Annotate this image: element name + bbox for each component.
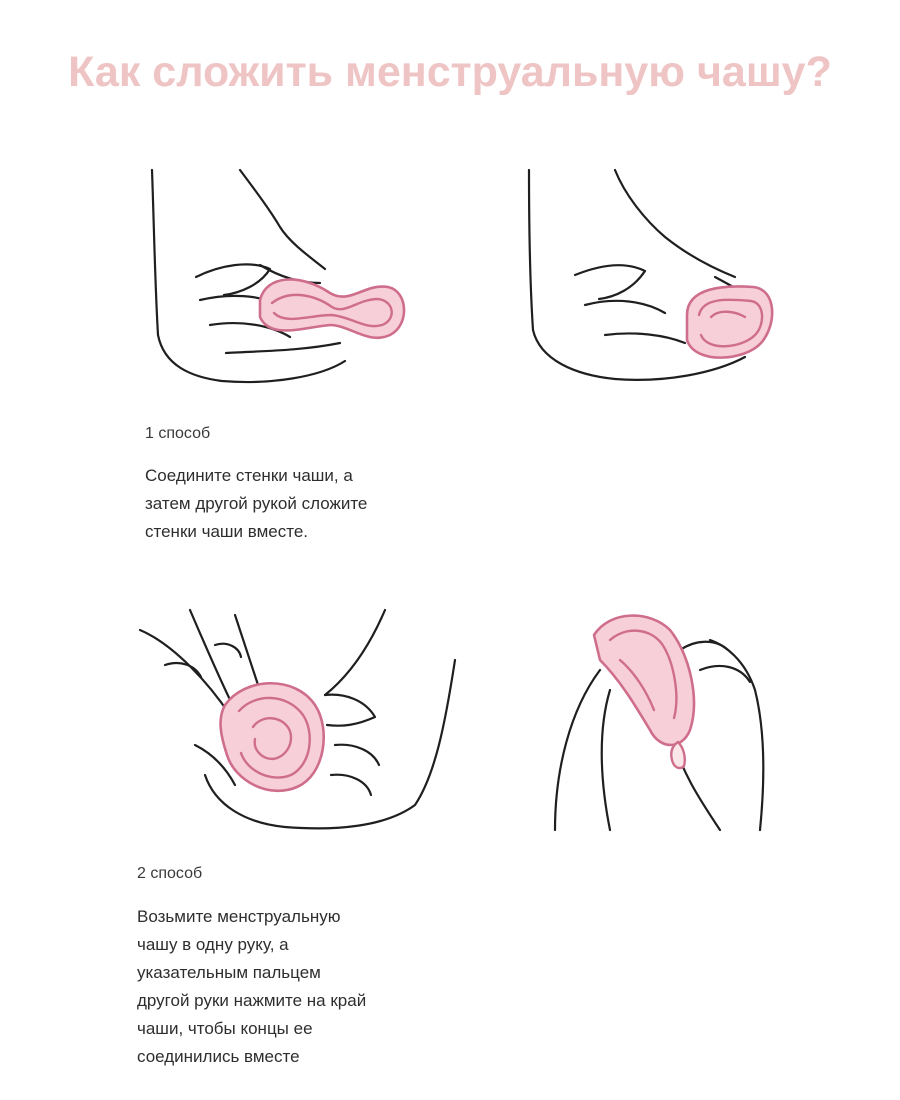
- finger-press-cup-icon: [135, 605, 465, 845]
- method-1-label: 1 способ: [145, 425, 211, 442]
- hand-pinch-cup-icon: [140, 165, 420, 395]
- illustration-method2-step1: [135, 605, 465, 845]
- page-title: Как сложить менструальную чашу?: [68, 48, 832, 96]
- method-2-description: Возьмите менструальную чашу в одну руку, а указательным пальцем другой руки нажмите на край чаши, чтобы концы ее соединились вместе: [137, 907, 367, 1066]
- illustration-method1-step1: [140, 165, 420, 395]
- hand-folded-cup-icon: [515, 165, 785, 395]
- method-1-description: Соедините стенки чаши, а затем другой рукой сложите стенки чаши вместе.: [145, 466, 368, 541]
- hand-hold-cup-icon: [550, 600, 780, 840]
- illustration-method1-step2: [515, 165, 785, 395]
- method-2-label: 2 способ: [137, 865, 203, 882]
- illustration-method2-step2: [550, 600, 780, 840]
